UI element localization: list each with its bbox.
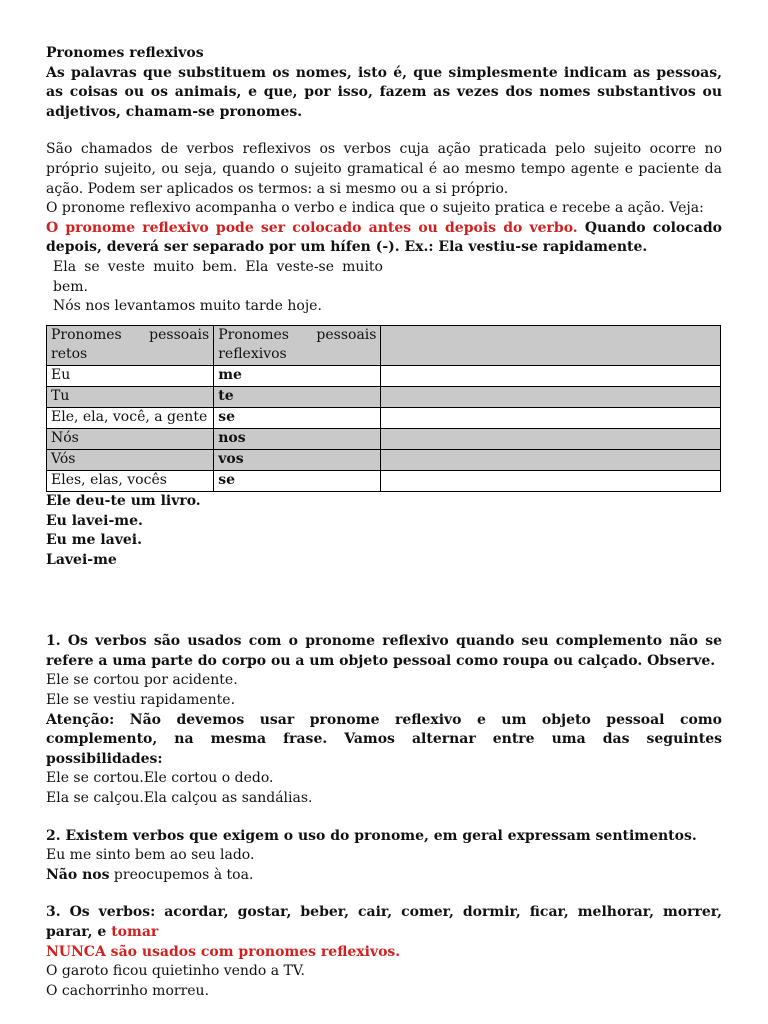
reflexive-verbs-paragraph: São chamados de verbos reflexivos os verbos cuja ação praticada pelo sujeito ocorre no próprio sujeito, ou seja, quando o sujeito gramatical é ao mesmo tempo agente e paciente da ação. Podem ser aplicados os termos: a si mesmo ou a si próprio. xyxy=(46,141,722,197)
header-cell-retos: Pronomes pessoais retos xyxy=(47,325,214,365)
table-header-row xyxy=(47,325,721,365)
rule-2: 2. Existem verbos que exigem o uso do pronome, em geral expressam sentimentos. xyxy=(46,827,697,844)
bold-example-3: Eu me lavei. xyxy=(46,532,142,549)
rule-3 xyxy=(46,903,722,942)
table-cell-empty xyxy=(381,386,721,407)
rule-2-example-1: Eu me sinto bem ao seu lado. xyxy=(46,847,255,864)
header-cell-empty xyxy=(381,325,721,365)
rule-3-example-2: O cachorrinho morreu. xyxy=(46,982,210,999)
rule-1-example-1: Ele se cortou por acidente. xyxy=(46,672,238,689)
rule-2-example-2 xyxy=(46,866,722,886)
bold-example-1: Ele deu-te um livro. xyxy=(46,492,201,509)
rule-1-example-2: Ele se vestiu rapidamente. xyxy=(46,692,236,709)
attention-example-1: Ele se cortou.Ele cortou o dedo. xyxy=(46,770,274,787)
reflexive-pronoun-paragraph: O pronome reflexivo acompanha o verbo e indica que o sujeito pratica e recebe a ação. Veja: xyxy=(46,200,704,217)
table-row xyxy=(47,407,721,428)
rule-3-red-word: tomar xyxy=(111,924,159,940)
table-cell-reto: Tu xyxy=(47,386,214,407)
table-cell-reflexivo: nos xyxy=(214,428,381,449)
table-cell-reflexivo: se xyxy=(214,470,381,491)
table-cell-reto: Vós xyxy=(47,449,214,470)
rule-3-example-1: O garoto ficou quietinho vendo a TV. xyxy=(46,963,305,980)
placement-rule-rest: Quando colocado depois, deverá ser separado por um hífen (-). Ex.: Ela vestiu-se rapidamente. xyxy=(46,219,722,256)
placement-rule xyxy=(46,219,722,258)
table-cell-reflexivo: me xyxy=(214,365,381,386)
bold-example-2: Eu lavei-me. xyxy=(46,512,143,529)
rule-1: 1. Os verbos são usados com o pronome reflexivo quando seu complemento não se refere a uma parte do corpo ou a um objeto pessoal como roupa ou calçado. Observe. xyxy=(46,633,722,669)
rule-3-never: NUNCA são usados com pronomes reflexivos. xyxy=(46,943,401,960)
table-row xyxy=(47,365,721,386)
table-row xyxy=(47,470,721,491)
header-cell-reflexivos: Pronomes pessoais reflexivos xyxy=(214,325,381,365)
table-cell-empty xyxy=(381,428,721,449)
table-cell-empty xyxy=(381,449,721,470)
example-sentence-1: Ela se veste muito bem. Ela veste-se muito bem. xyxy=(53,258,383,295)
table-cell-empty xyxy=(381,470,721,491)
table-cell-reflexivo: te xyxy=(214,386,381,407)
table-cell-reto: Eu xyxy=(47,365,214,386)
pronoun-table xyxy=(46,325,721,492)
document-page xyxy=(46,44,722,1001)
table-cell-reflexivo: se xyxy=(214,407,381,428)
table-cell-reflexivo: vos xyxy=(214,449,381,470)
table-cell-empty xyxy=(381,407,721,428)
document-title: Pronomes reflexivos xyxy=(46,45,204,61)
table-cell-reto: Ele, ela, você, a gente xyxy=(47,407,214,428)
attention-example-2: Ela se calçou.Ela calçou as sandálias. xyxy=(46,790,313,807)
intro-paragraph: As palavras que substituem os nomes, isto é, que simplesmente indicam as pessoas, as coisas ou os animais, e que, por isso, fazem as vezes dos nomes substantivos ou adjetivos, chamam-se pronomes. xyxy=(46,64,722,120)
table-cell-reto: Nós xyxy=(47,428,214,449)
example-sentence-2: Nós nos levantamos muito tarde hoje. xyxy=(53,298,322,315)
table-row xyxy=(47,386,721,407)
rule-3-verbs: 3. Os verbos: acordar, gostar, beber, cair, comer, dormir, ficar, melhorar, morrer, parar, e xyxy=(46,904,722,940)
attention-note: Atenção: Não devemos usar pronome reflexivo e um objeto pessoal como complemento, na mesma frase. Vamos alternar entre uma das seguintes possibilidades: xyxy=(46,711,722,767)
rule-2-example-2-bold: Não nos xyxy=(46,866,110,883)
table-row xyxy=(47,428,721,449)
table-row xyxy=(47,449,721,470)
rule-2-example-2-rest: preocupemos à toa. xyxy=(109,866,254,883)
placement-rule-highlight: O pronome reflexivo pode ser colocado antes ou depois do verbo. xyxy=(46,219,578,236)
table-cell-empty xyxy=(381,365,721,386)
table-cell-reto: Eles, elas, vocês xyxy=(47,470,214,491)
bold-example-4: Lavei-me xyxy=(46,551,117,568)
